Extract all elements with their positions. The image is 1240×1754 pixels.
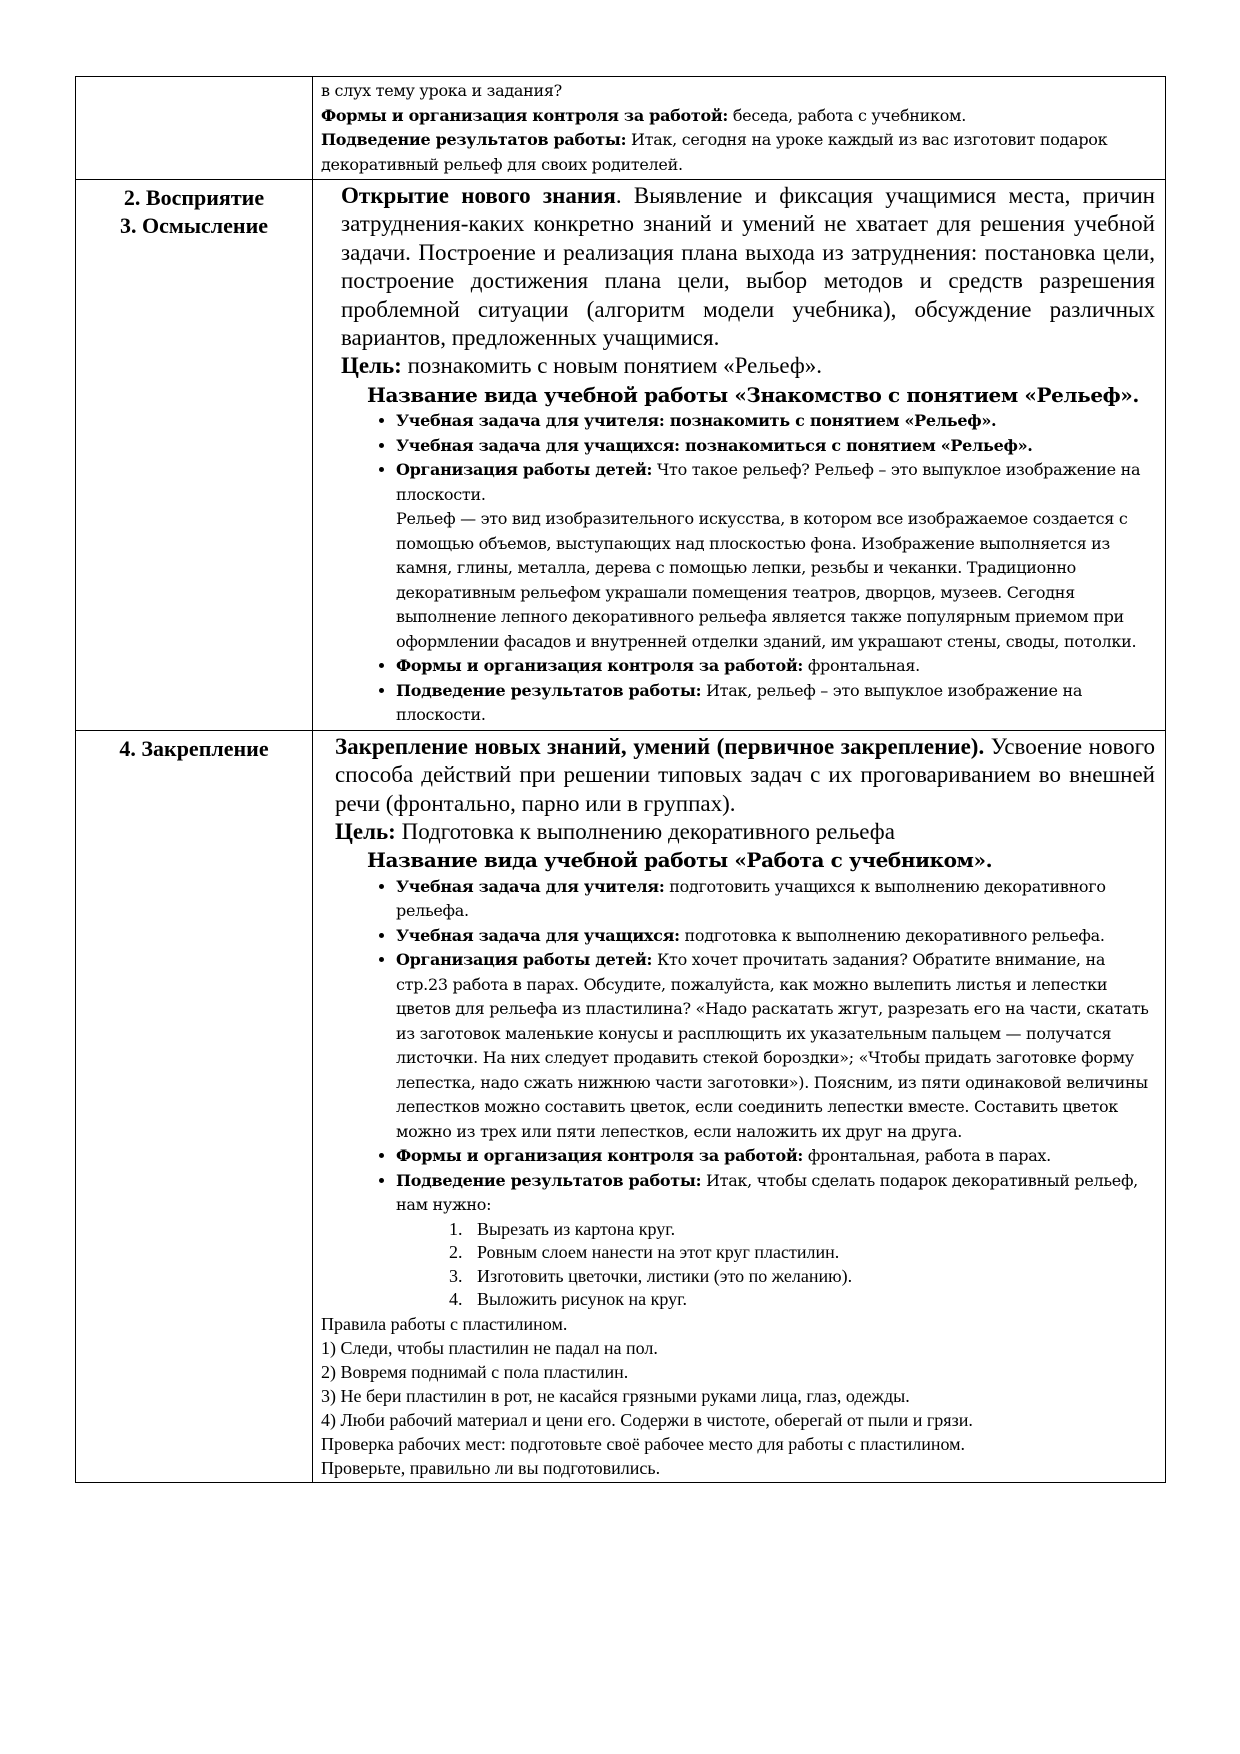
text: Усвоение нового способа действий при решении типовых задач с их проговариванием во внешней речи (фронтально, парно или в группах). [335, 733, 1156, 816]
list-item: • Учебная задача для учащихся: подготовка к выполнению декоративного рельефа. [396, 924, 1155, 949]
list-item: 1. Вырезать из картона круг. [467, 1218, 1155, 1242]
rules-title: Правила работы с пластилином. [321, 1313, 568, 1334]
stage-cell [76, 180, 313, 731]
content-cell [313, 730, 1166, 1482]
results-paragraph [321, 128, 1155, 177]
list-item: • Учебная задача для учителя: познакомить с понятием «Рельеф». [396, 409, 1155, 434]
steps-list [321, 1218, 1155, 1312]
table-row [76, 180, 1166, 731]
goal-paragraph [321, 818, 1155, 846]
content-cell [313, 77, 1166, 180]
rule-item: 4) Люби рабочий материал и цени его. Содержи в чистоте, оберегай от пыли и грязи. [321, 1409, 973, 1430]
text: Подготовка к выполнению декоративного рельефа [395, 819, 895, 845]
label: Цель: [335, 819, 396, 845]
label: Цель: [341, 353, 402, 379]
list-item: • Подведение результатов работы: Итак, рельеф – это выпуклое изображение на плоскости. [396, 679, 1155, 728]
label: Закрепление новых знаний, умений (первичное закрепление). [335, 733, 985, 759]
label: Подведение результатов работы: [321, 130, 627, 149]
text-line: Проверьте, правильно ли вы подготовились. [321, 1457, 661, 1478]
list-item: • Организация работы детей: Что такое рельеф? Рельеф – это выпуклое изображение на плоскости. Рельеф — это вид изобразительного искусства, в котором все изображаемое создается с помощью объемов, выступающих над плоскостью фона. Изображение выполняется из камня, глины, металла, дерева с помощью лепки, резьбы и чеканки. Традиционно декоративным рельефом украшали помещения театров, дворцов, музеев. Сегодня выполнение лепного декоративного рельефа является также популярным приемом при оформлении фасадов и внутренней отделки зданий, им украшают стены, своды, потолки. [396, 458, 1155, 654]
bullet-list [321, 409, 1155, 728]
list-item: • Подведение результатов работы: Итак, чтобы сделать подарок декоративный рельеф, нам нужно: [396, 1169, 1155, 1218]
text-line: Проверка рабочих мест: подготовьте своё рабочее место для работы с пластилином. [321, 1433, 966, 1454]
list-item: • Формы и организация контроля за работой: фронтальная, работа в парах. [396, 1144, 1155, 1169]
text-line: в слух тему урока и задания? [321, 81, 562, 100]
stage-cell [76, 730, 313, 1482]
lesson-plan-table [75, 76, 1166, 1483]
label: Формы и организация контроля за работой: [321, 105, 729, 125]
list-item: • Организация работы детей: Кто хочет прочитать задания? Обратите внимание, на стр.23 работа в парах. Обсудите, пожалуйста, как можно вылепить листья и лепестки цветов для рельефа из пластилина? «Надо раскатать жгут, разрезать его на части, скатать из заготовок маленькие конусы и расплющить их указательным пальцем — получатся листочки. На них следует продавить стекой бороздки»; «Чтобы придать заготовке форму лепестка, надо сжать нижнюю части заготовки»). Поясним, из пяти одинаковой величины лепестков можно составить цветок, если соединить лепестки вместе. Составить цветок можно из трех или пяти лепестков, если наложить их друг на друга. [396, 948, 1155, 1144]
list-item: • Учебная задача для учащихся: познакомиться с понятием «Рельеф». [396, 434, 1155, 459]
goal-paragraph [321, 352, 1155, 380]
stage-label: 2. Восприятие [123, 185, 265, 210]
relief-description: Рельеф — это вид изобразительного искусства, в котором все изображаемое создается с помощью объемов, выступающих над плоскостью фона. Изображение выполняется из камня, глины, металла, дерева с помощью лепки, резьбы и чеканки. Традиционно декоративным рельефом украшали помещения театров, дворцов, музеев. Сегодня выполнение лепного декоративного рельефа является также популярным приемом при оформлении фасадов и внутренней отделки зданий, им украшают стены, своды, потолки. [396, 509, 1137, 651]
table-row [76, 77, 1166, 180]
intro-paragraph [321, 733, 1155, 818]
text: беседа, работа с учебником. [728, 105, 966, 125]
list-item: • Формы и организация контроля за работой: фронтальная. [396, 654, 1155, 679]
rule-item: 2) Вовремя поднимай с пола пластилин. [321, 1361, 629, 1382]
rule-item: 3) Не бери пластилин в рот, не касайся грязными руками лица, глаз, одежды. [321, 1385, 910, 1406]
list-item: 3. Изготовить цветочки, листики (это по желанию). [467, 1265, 1155, 1289]
list-item: 2. Ровным слоем нанести на этот круг пластилин. [467, 1241, 1155, 1265]
rule-item: 1) Следи, чтобы пластилин не падал на пол. [321, 1337, 658, 1358]
section-heading: Название вида учебной работы «Работа с учебником». [367, 848, 993, 873]
bullet-list [321, 875, 1155, 1218]
stage-label: 4. Закрепление [119, 735, 269, 761]
intro-paragraph [321, 182, 1155, 352]
list-item: • Учебная задача для учителя: подготовить учащихся к выполнению декоративного рельефа. [396, 875, 1155, 924]
control-paragraph [321, 104, 1155, 129]
stage-cell [76, 77, 313, 180]
content-cell [313, 180, 1166, 731]
table-row [76, 730, 1166, 1482]
stage-label: 3. Осмысление [119, 213, 269, 238]
list-item: 4. Выложить рисунок на круг. [467, 1288, 1155, 1312]
text: Итак, сегодня на уроке каждый из вас изготовит подарок декоративный рельеф для своих родителей. [321, 130, 1108, 174]
text: познакомить с новым понятием «Рельеф». [401, 353, 822, 379]
section-heading: Название вида учебной работы «Знакомство с понятием «Рельеф». [367, 382, 1139, 407]
label: Открытие нового знания [341, 183, 616, 208]
text: . Выявление и фиксация учащимися места, причин затруднения-каких конкретно знаний и умений не хватает для решения учебной задачи. Построение и реализация плана выхода из затруднения: постановка цели, построение достижения плана цели, выбор методов и средств разрешения проблемной ситуации (алгоритм модели учебника), обсуждение различных вариантов, предложенных учащимися. [341, 183, 1155, 351]
